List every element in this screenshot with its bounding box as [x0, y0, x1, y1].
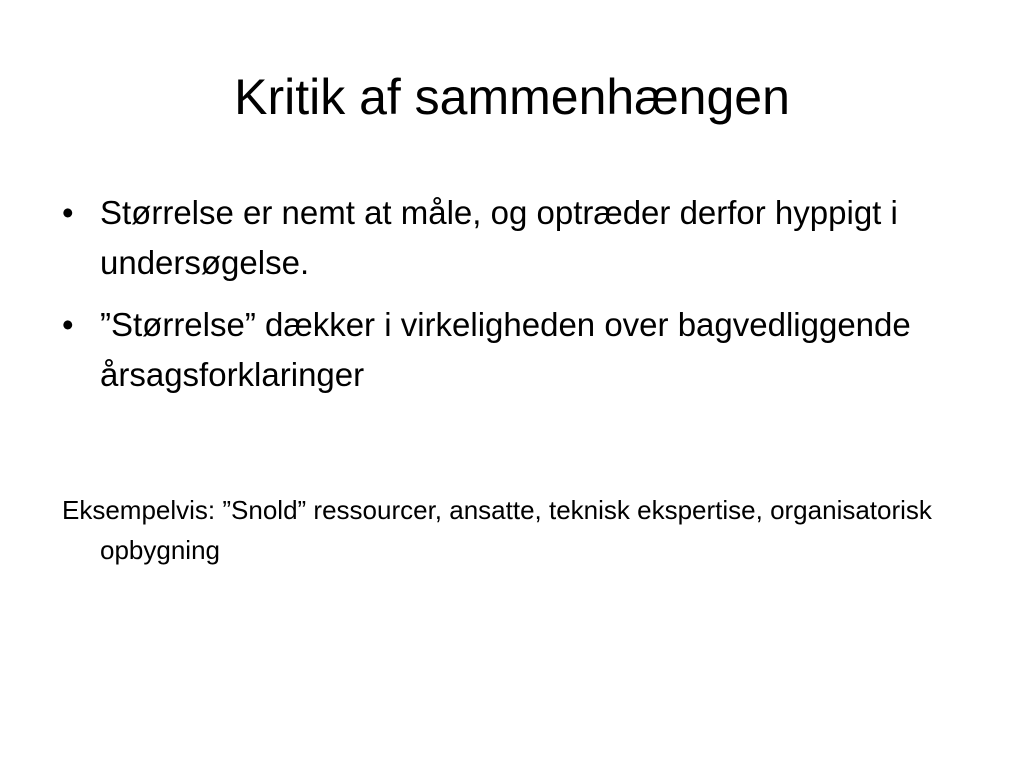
bullet-dot-icon: •	[62, 194, 74, 231]
bullet-text: Størrelse er nemt at måle, og optræder derfor hyppigt i undersøgelse.	[100, 194, 898, 281]
example-paragraph: Eksempelvis: ”Snold” ressourcer, ansatte, teknisk ekspertise, organisatorisk opbygning	[62, 495, 932, 565]
bullet-item	[62, 188, 962, 288]
bullet-item	[62, 300, 962, 400]
bullet-text: ”Størrelse” dækker i virkeligheden over bagvedliggende årsagsforklaringer	[100, 306, 911, 393]
bullet-list	[62, 188, 962, 412]
bullet-dot-icon: •	[62, 306, 74, 343]
slide-title: Kritik af sammenhængen	[234, 69, 790, 125]
